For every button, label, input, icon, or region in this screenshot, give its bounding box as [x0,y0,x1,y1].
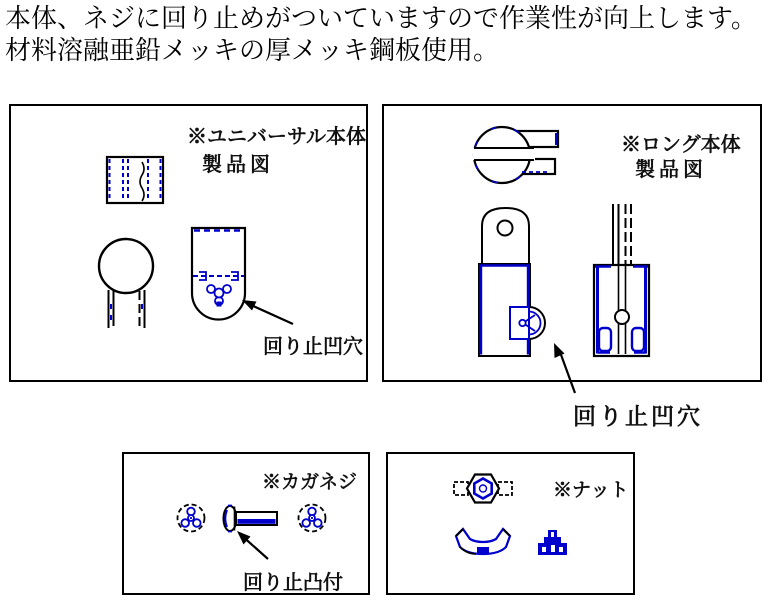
panel-universal-callout: 回り止凹穴 [263,336,363,358]
panel-nut [386,452,635,595]
wing-nut-side-view-drawing [538,530,567,555]
strap-with-anti-rotation-hole-drawing [192,228,245,320]
clamp-top-view-drawing [473,127,558,183]
anti-rotation-boss-arrow [237,531,268,559]
body-front-view-drawing [479,208,545,356]
intro-line-2: 材料溶融亜鉛メッキの厚メッキ鋼板使用。 [5,36,500,65]
wing-nut-front-view-drawing [456,529,510,554]
screw-head-end-view-drawing [299,505,326,532]
panel-universal-body [9,104,368,382]
wing-nut-top-view-drawing [454,475,512,503]
panel-kaga-callout: 回り止凸付 [243,572,343,594]
panel-long-callout: 回り止凹穴 [573,403,703,429]
panel-long-subtitle: 製品図 [635,159,707,181]
anti-rotation-hole-arrow [242,300,293,324]
panel-long-body [382,104,762,382]
anti-rotation-recess-feature [510,307,545,339]
screw-head-end-view-drawing [178,505,205,532]
body-side-view-drawing [594,204,649,356]
panel-long-title: ※ロング本体 [621,134,741,156]
panel-universal-subtitle: 製品図 [202,154,274,176]
screw-side-view-drawing [224,506,278,532]
clamp-ring-front-view-drawing [99,239,153,329]
clamp-top-view-drawing [107,157,163,203]
panel-universal-title: ※ユニバーサル本体 [187,126,366,148]
panel-kaga-title: ※カガネジ [262,472,358,493]
intro-line-1: 本体、ネジに回り止めがついていますので作業性が向上します。 [5,4,757,33]
panel-nut-title: ※ナット [553,480,629,501]
panel-kaga-screw [122,452,370,595]
intro-text [5,3,757,67]
anti-rotation-hole-arrow [554,343,575,393]
